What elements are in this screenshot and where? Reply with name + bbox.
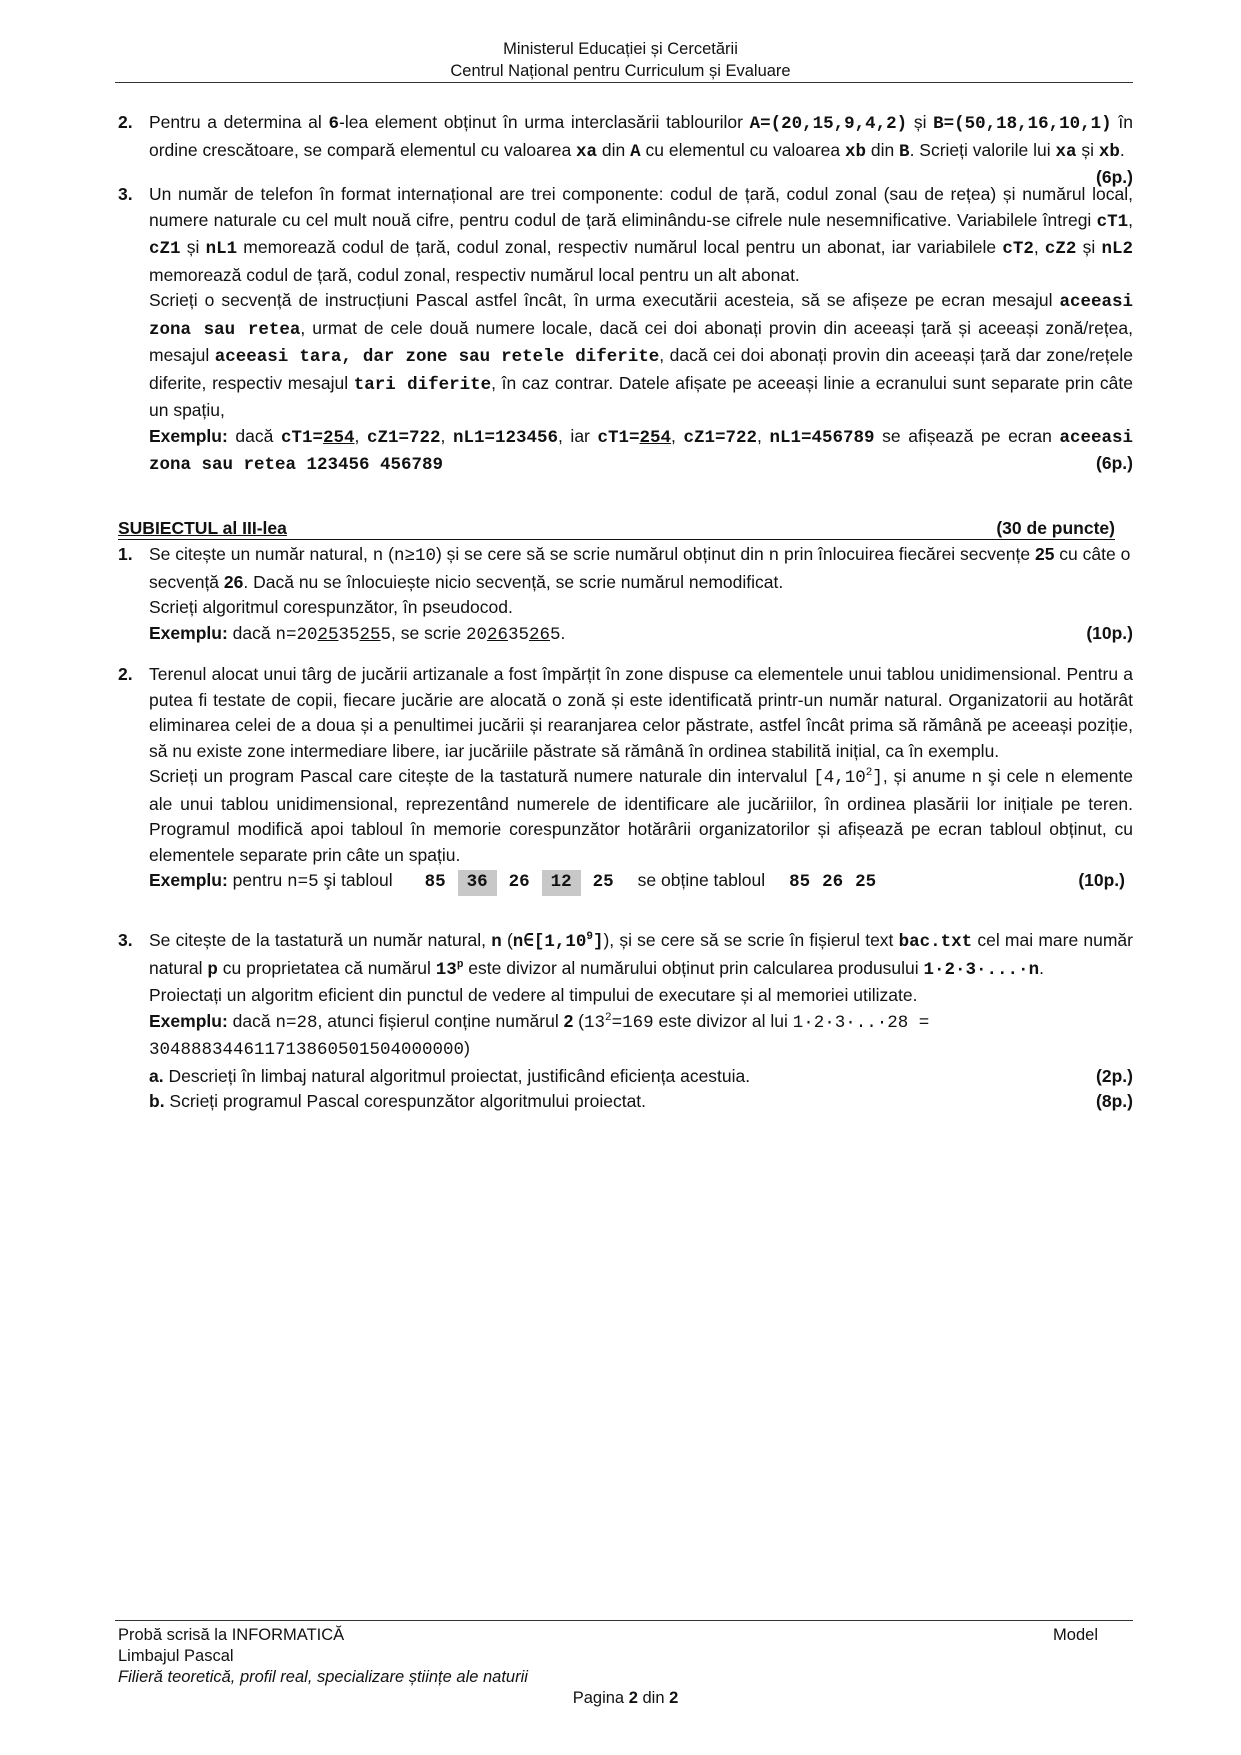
points-badge: (2p.) — [1096, 1065, 1133, 1086]
question-number: 2. — [118, 112, 133, 132]
question-instructions: Scrieți algoritmul corespunzător, în pseudocod. — [149, 597, 513, 617]
section-heading — [118, 517, 1115, 540]
output-array — [783, 872, 882, 892]
points-badge: (10p.) — [1078, 870, 1125, 890]
points-badge: (6p.) — [1096, 167, 1133, 187]
question-number: 3. — [118, 184, 133, 204]
question-example: Exemplu: dacă n=202535255, se scrie 202635265. (10p.) — [149, 622, 1133, 645]
question-text: Un număr de telefon în format internațional are trei componente: codul de țară, codul zonal (sau de rețea) și numărul local, numere naturale cu cel mult nouă cifre, pentru codul de țară eliminându-se cifrele nule nesemnificative. Variabilele întregi cT1, cZ1 și nL1 memorează codul de țară, codul zonal, respectiv numărul local pentru un abonat, iar variabilele cT2, cZ2 și nL2 memorează codul de țară, codul zonal, respectiv numărul local pentru un alt abonat. — [149, 184, 1133, 285]
header-divider — [115, 82, 1133, 83]
array-element: 12 — [542, 870, 581, 896]
section-points: (30 de puncte) — [996, 518, 1115, 538]
section-title: SUBIECTUL al III-lea — [118, 518, 287, 538]
question-3 — [118, 182, 1133, 479]
question-example: Exemplu: dacă cT1=254, cZ1=722, nL1=123456, iar cT1=254, cZ1=722, nL1=456789 se afișează pe ecran aceeasi zona sau retea 123456 456789 (6p.) — [149, 425, 1133, 475]
question-example: Exemplu: pentru n=5 şi tabloul 85 36 26 12 25 se obține tabloul 85 26 25 (10p.) — [149, 868, 1133, 896]
subject3-question-2 — [118, 662, 1133, 896]
question-number: 3. — [118, 930, 133, 950]
array-element: 85 — [789, 872, 811, 892]
question-instructions: Scrieți o secvență de instrucțiuni Pascal astfel încât, în urma executării acesteia, să se afișeze pe ecran mesajul aceeasi zona sau retea, urmat de cele două numere locale, dacă cei doi abonați provin din aceeași țară și aceeași zonă/rețea, mesajul aceeasi tara, dar zone sau retele diferite, dacă cei doi abonați provin din aceeași țară dar zone/rețele diferite, respectiv mesajul tari diferite, în caz contrar. Datele afișate pe aceeași linie a ecranului sunt separate prin câte un spațiu, — [149, 290, 1134, 420]
array-element: 85 — [424, 872, 446, 892]
array-element: 25 — [855, 872, 877, 892]
question-text: Se citește de la tastatură un număr natural, n (n∈[1,10$^9$]), și se cere să se scrie în fișierul text bac.txt cel mai mare număr natural p cu proprietatea că numărul 13$^p$ este divizor al numărului obținut prin calcularea produsului 1·2·3·...·n. — [149, 930, 1133, 980]
subquestion-a: a. Descrieți în limbaj natural algoritmul proiectat, justificând eficiența acestuia. (2p.) — [149, 1064, 1133, 1090]
page-footer — [118, 1625, 1133, 1709]
question-number: 1. — [118, 544, 133, 564]
question-number: 2. — [118, 664, 133, 684]
footer-divider — [115, 1620, 1133, 1621]
subquestion-b: b. Scrieți programul Pascal corespunzător algoritmului proiectat. (8p.) — [149, 1089, 1133, 1115]
subject3-question-3 — [118, 928, 1133, 1115]
model-label: Model — [1053, 1626, 1098, 1644]
question-text: Se citește un număr natural, n (n≥10) și se cere să se scrie numărul obținut din n prin înlocuirea fiecărei secvențe 25 cu câte o secvență 26. Dacă nu se înlocuiește nicio secvență, se scrie numărul nemodificat. — [149, 544, 1131, 592]
array-element: 26 — [508, 872, 530, 892]
question-instructions: Proiectați un algoritm eficient din punctul de vedere al timpului de executare și al memoriei utilizate. — [149, 985, 918, 1005]
center-name: Centrul Național pentru Curriculum și Evaluare — [450, 62, 791, 80]
input-array — [419, 872, 620, 892]
page-header — [0, 38, 1241, 82]
exam-title: Probă scrisă la INFORMATICĂ — [118, 1626, 345, 1644]
question-example: Exemplu: dacă n=28, atunci fișierul conține numărul 2 ($13^2=169$ este divizor al lui 1·2·3·..·28 = 304888344611713860501504000000) — [149, 1010, 930, 1060]
language-label: Limbajul Pascal — [118, 1647, 234, 1665]
question-instructions: Scrieți un program Pascal care citește de la tastatură numere naturale din intervalul [4,10$^2$], și anume n şi cele n elemente ale unui tablou unidimensional, reprezentând numerele de identificare ale jucăriilor, în ordinea plasării lor inițiale pe teren. Programul modifică apoi tabloul în memorie corespunzător hotărârii organizatorilor și afișează pe ecran tabloul obținut, cu elementele separate prin câte un spațiu. — [149, 766, 1134, 865]
points-badge: (6p.) — [1096, 453, 1133, 473]
array-element: 36 — [458, 870, 497, 896]
points-badge: (10p.) — [1086, 622, 1133, 643]
track-label: Filieră teoretică, profil real, specializare științe ale naturii — [118, 1668, 528, 1686]
ministry-name: Ministerul Educației și Cercetării — [503, 40, 738, 58]
array-element: 25 — [592, 872, 614, 892]
subject3-question-1 — [118, 542, 1133, 648]
points-badge: (8p.) — [1096, 1091, 1133, 1111]
page-number: Pagina 2 din 2 — [572, 1689, 679, 1707]
question-text: Terenul alocat unui târg de jucării artizanale a fost împărțit în zone dispuse ca elementele unui tablou unidimensional. Pentru a putea fi testate de copii, fiecare jucărie are alocată o zonă și este identificată printr-un număr natural. Organizatorii au hotărât eliminarea celei de a doua și a penultimei jucării și rearanjarea celor păstrate, astfel încât prima să rămână pe aceeași poziție, să nu existe zone intermediare libere, iar jucăriile păstrate să rămână în ordinea stabilită inițial, ca în exemplu. — [149, 664, 1133, 761]
array-element: 26 — [822, 872, 844, 892]
question-text: Pentru a determina al 6-lea element obținut în urma interclasării tablourilor A=(20,15,9,4,2) și B=(50,18,16,10,1) în ordine crescătoare, se compară elementul cu valoarea xa din A cu elementul cu valoarea xb din B. Scrieți valorile lui xa și xb. (6p.) — [149, 110, 1133, 165]
question-2 — [118, 110, 1133, 191]
